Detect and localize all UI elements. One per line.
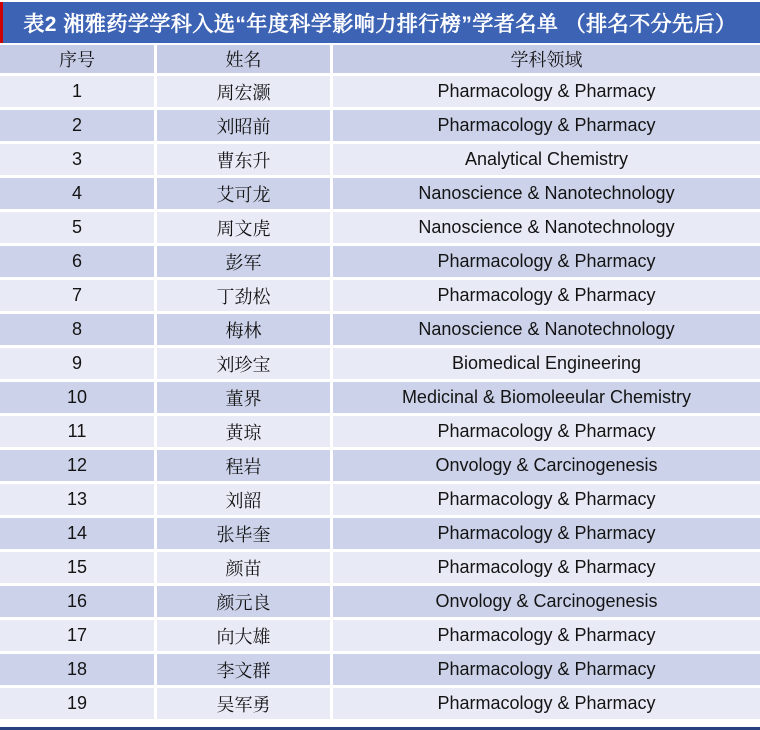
row-field-cell: Pharmacology & Pharmacy [333,416,760,450]
row-field-cell: Nanoscience & Nanotechnology [333,178,760,212]
row-field-cell: Pharmacology & Pharmacy [333,688,760,722]
row-name-cell: 曹东升 [157,144,333,178]
row-name-cell: 刘珍宝 [157,348,333,382]
row-field-cell: Pharmacology & Pharmacy [333,280,760,314]
row-no-cell: 7 [0,280,157,314]
row-field-cell: Nanoscience & Nanotechnology [333,212,760,246]
row-field-cell: Pharmacology & Pharmacy [333,552,760,586]
row-name-cell: 颜苗 [157,552,333,586]
row-no-cell: 1 [0,76,157,110]
row-no-cell: 14 [0,518,157,552]
row-name-cell: 张毕奎 [157,518,333,552]
table-title-bar [0,2,760,43]
row-field-cell: Onvology & Carcinogenesis [333,450,760,484]
row-field-cell: Analytical Chemistry [333,144,760,178]
row-no-cell: 11 [0,416,157,450]
row-name-cell: 向大雄 [157,620,333,654]
row-name-cell: 周文虎 [157,212,333,246]
row-name-cell: 李文群 [157,654,333,688]
row-no-cell: 13 [0,484,157,518]
row-name-cell: 周宏灏 [157,76,333,110]
row-field-cell: Medicinal & Biomoleeular Chemistry [333,382,760,416]
row-name-cell: 艾可龙 [157,178,333,212]
row-name-cell: 梅林 [157,314,333,348]
row-no-cell: 3 [0,144,157,178]
row-no-cell: 6 [0,246,157,280]
row-no-cell: 2 [0,110,157,144]
row-name-cell: 董界 [157,382,333,416]
row-field-cell: Pharmacology & Pharmacy [333,620,760,654]
row-name-cell: 彭军 [157,246,333,280]
row-name-cell: 刘韶 [157,484,333,518]
row-field-cell: Onvology & Carcinogenesis [333,586,760,620]
row-no-cell: 18 [0,654,157,688]
scholars-table [0,45,760,722]
row-field-cell: Pharmacology & Pharmacy [333,518,760,552]
row-field-cell: Pharmacology & Pharmacy [333,654,760,688]
row-name-cell: 丁劲松 [157,280,333,314]
column-header-name: 姓名 [157,45,333,76]
row-no-cell: 16 [0,586,157,620]
row-field-cell: Pharmacology & Pharmacy [333,246,760,280]
row-name-cell: 吴军勇 [157,688,333,722]
row-no-cell: 4 [0,178,157,212]
row-no-cell: 17 [0,620,157,654]
row-name-cell: 黄琼 [157,416,333,450]
row-name-cell: 程岩 [157,450,333,484]
row-no-cell: 12 [0,450,157,484]
row-name-cell: 刘昭前 [157,110,333,144]
table-title: 表2 湘雅药学学科入选“年度科学影响力排行榜”学者名单 （排名不分先后） [23,12,737,36]
column-header-no: 序号 [0,45,157,76]
row-field-cell: Pharmacology & Pharmacy [333,76,760,110]
row-no-cell: 19 [0,688,157,722]
row-no-cell: 9 [0,348,157,382]
column-header-field: 学科领域 [333,45,760,76]
red-accent-strip [0,2,3,43]
row-field-cell: Nanoscience & Nanotechnology [333,314,760,348]
row-no-cell: 10 [0,382,157,416]
row-name-cell: 颜元良 [157,586,333,620]
row-no-cell: 5 [0,212,157,246]
row-field-cell: Biomedical Engineering [333,348,760,382]
row-no-cell: 8 [0,314,157,348]
row-no-cell: 15 [0,552,157,586]
row-field-cell: Pharmacology & Pharmacy [333,110,760,144]
row-field-cell: Pharmacology & Pharmacy [333,484,760,518]
